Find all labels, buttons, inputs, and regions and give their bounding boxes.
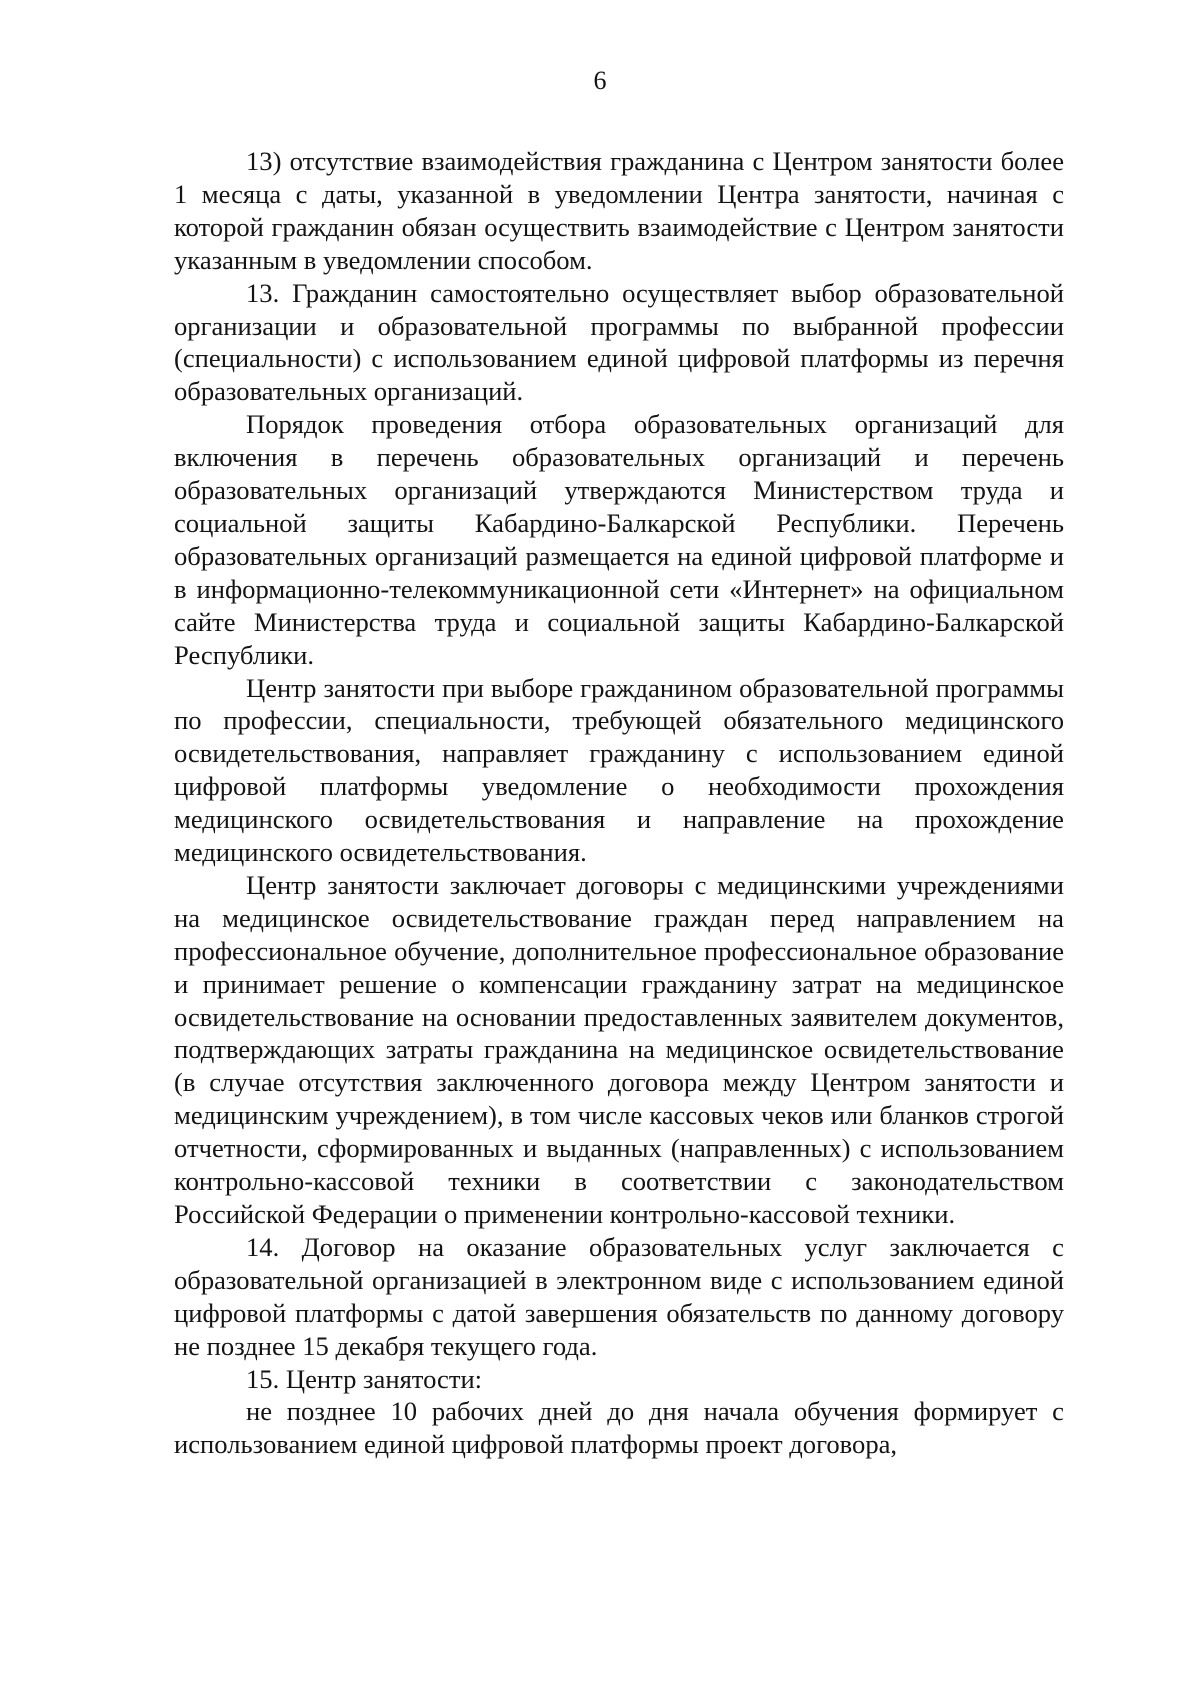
page-number: 6 bbox=[593, 66, 607, 95]
paragraph-medical-contracts: Центр занятости заключает договоры с медицинскими учреждениями на медицинское освидетельствование граждан перед направлением на профессиональное обучение, дополнительное профессиональное образование и принимает решение о компенсации гражданину затрат на медицинское освидетельствование на основании предоставленных заявителем документов, подтверждающих затраты гражданина на медицинское освидетельствование (в случае отсутствия заключенного договора между Центром занятости и медицинским учреждением), в том числе кассовых чеков или бланков строгой отчетности, сформированных и выданных (направленных) с использованием контрольно-кассовой техники в соответствии с законодательством Российской Федерации о применении контрольно-кассовой техники. bbox=[174, 869, 1064, 1229]
paragraph-13-choice: 13. Гражданин самостоятельно осуществляет выбор образовательной организации и образовательной программы по выбранной профессии (специальности) с использованием единой цифровой платформы из перечня образовательных организаций. bbox=[174, 277, 1064, 407]
paragraph-selection-procedure: Порядок проведения отбора образовательных организаций для включения в перечень образовательных организаций и перечень образовательных организаций утверждаются Министерством труда и социальной защиты Кабардино-Балкарской Республики. Перечень образовательных организаций размещается на единой цифровой платформе и в информационно-телекоммуникационной сети «Интернет» на официальном сайте Министерства труда и социальной защиты Кабардино-Балкарской Республики. bbox=[174, 409, 1064, 670]
document-body bbox=[174, 145, 1064, 1461]
paragraph-14-contract: 14. Договор на оказание образовательных услуг заключается с образовательной организацией в электронном виде с использованием единой цифровой платформы с датой завершения обязательств по данному договору не позднее 15 декабря текущего года. bbox=[174, 1231, 1064, 1361]
paragraph-15-first-item: не позднее 10 рабочих дней до дня начала обучения формирует с использованием единой цифровой платформы проект договора, bbox=[174, 1396, 1064, 1460]
paragraph-medical-notice: Центр занятости при выборе гражданином образовательной программы по профессии, специальности, требующей обязательного медицинского освидетельствования, направляет гражданину с использованием единой цифровой платформы уведомление о необходимости прохождения медицинского освидетельствования и направление на прохождение медицинского освидетельствования. bbox=[174, 672, 1064, 868]
paragraph-15-heading: 15. Центр занятости: bbox=[246, 1363, 483, 1394]
paragraph-item-13-contact: 13) отсутствие взаимодействия гражданина с Центром занятости более 1 месяца с даты, указанной в уведомлении Центра занятости, начиная с которой гражданин обязан осуществить взаимодействие с Центром занятости указанным в уведомлении способом. bbox=[174, 146, 1064, 275]
